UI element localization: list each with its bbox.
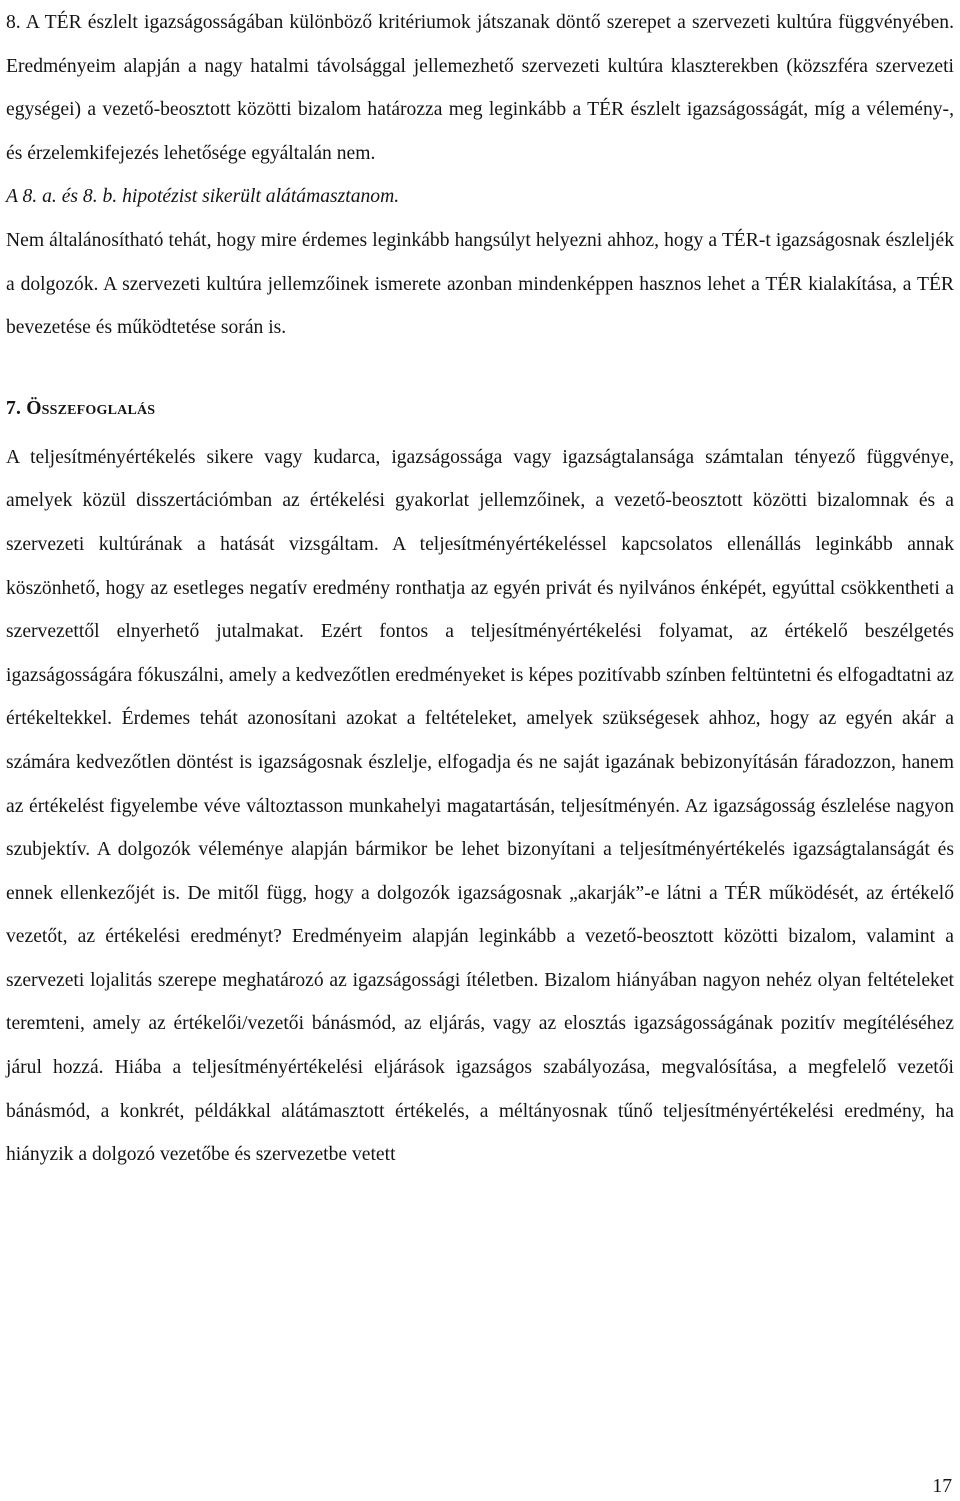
section-body: A teljesítményértékelés sikere vagy kudarca, igazságossága vagy igazságtalansága számtalan tényező függvénye, amelyek közül disszertációmban az értékelési gyakorlat jellemzőinek, a vezető-beosztott közötti bizalomnak és a szervezeti kultúrának a hatását vizsgáltam. A teljesítményértékeléssel kapcsolatos ellenállás leginkább annak köszönhető, hogy az esetleges negatív eredmény ronthatja az egyén privát és nyilvános énképét, egyúttal csökkentheti a szervezettől elnyerhető jutalmakat. Ezért fontos a teljesítményértékelési folyamat, az értékelő beszélgetés igazságosságára fókuszálni, amely a kedvezőtlen eredményeket is képes pozitívabb színben feltüntetni és elfogadtatni az értékeltekkel. Érdemes tehát azonosítani azokat a feltételeket, amelyek szükségesek ahhoz, hogy az egyén akár a számára kedvezőtlen döntést is igazságosnak észlelje, elfogadja és ne saját igazának bebizonyításán fáradozzon, hanem az értékelést figyelembe véve változtasson munkahelyi magatartásán, teljesítményén. Az igazságosság észlelése nagyon szubjektív. A dolgozók véleménye alapján bármikor be lehet bizonyítani a teljesítményértékelés igazságtalanságát és ennek ellenkezőjét is. De mitől függ, hogy a dolgozók igazságosnak „akarják”-e látni a TÉR működését, az értékelő vezetőt, az értékelési eredményt? Eredményeim alapján leginkább a vezető-beosztott közötti bizalom, valamint a szervezeti lojalitás szerepe meghatározó az igazságossági ítéletben. Bizalom hiányában nagyon nehéz olyan feltételeket teremteni, amely az értékelői/vezetői bánásmód, az eljárás, vagy az elosztás igazságosságának pozitív megítéléséhez járul hozzá. Hiába a teljesítményértékelési eljárások igazságos szabályozása, megvalósítása, a megfelelő vezetői bánásmód, a konkrét, példákkal alátámasztott értékelés, a méltányosnak tűnő teljesítményértékelési eredmény, ha hiányzik a dolgozó vezetőbe és szervezetbe vetett [6,446,954,1166]
page-number: 17 [932,1476,952,1497]
paragraph-generalization: Nem általánosítható tehát, hogy mire érdemes leginkább hangsúlyt helyezni ahhoz, hogy a TÉR-t igazságosnak észleljék a dolgozók. A szervezeti kultúra jellemzőinek ismerete azonban mindenképpen hasznos lehet a TÉR kialakítása, a TÉR bevezetése és működtetése során is. [6,229,954,339]
paragraph-conclusion-8: 8. A TÉR észlelt igazságosságában különböző kritériumok játszanak döntő szerepet a szervezeti kultúra függvényében. Eredményeim alapján a nagy hatalmi távolsággal jellemezhető szervezeti kultúra klaszterekben (közszféra szervezeti egységei) a vezető-beosztott közötti bizalom határozza meg leginkább a TÉR észlelt igazságosságát, míg a vélemény-, és érzelemkifejezés lehetősége egyáltalán nem. [6,12,954,164]
hypothesis-confirmation: A 8. a. és 8. b. hipotézist sikerült alátámasztanom. [6,186,400,208]
document-page [6,0,954,1177]
section-heading: 7. Összefoglalás [6,397,156,419]
